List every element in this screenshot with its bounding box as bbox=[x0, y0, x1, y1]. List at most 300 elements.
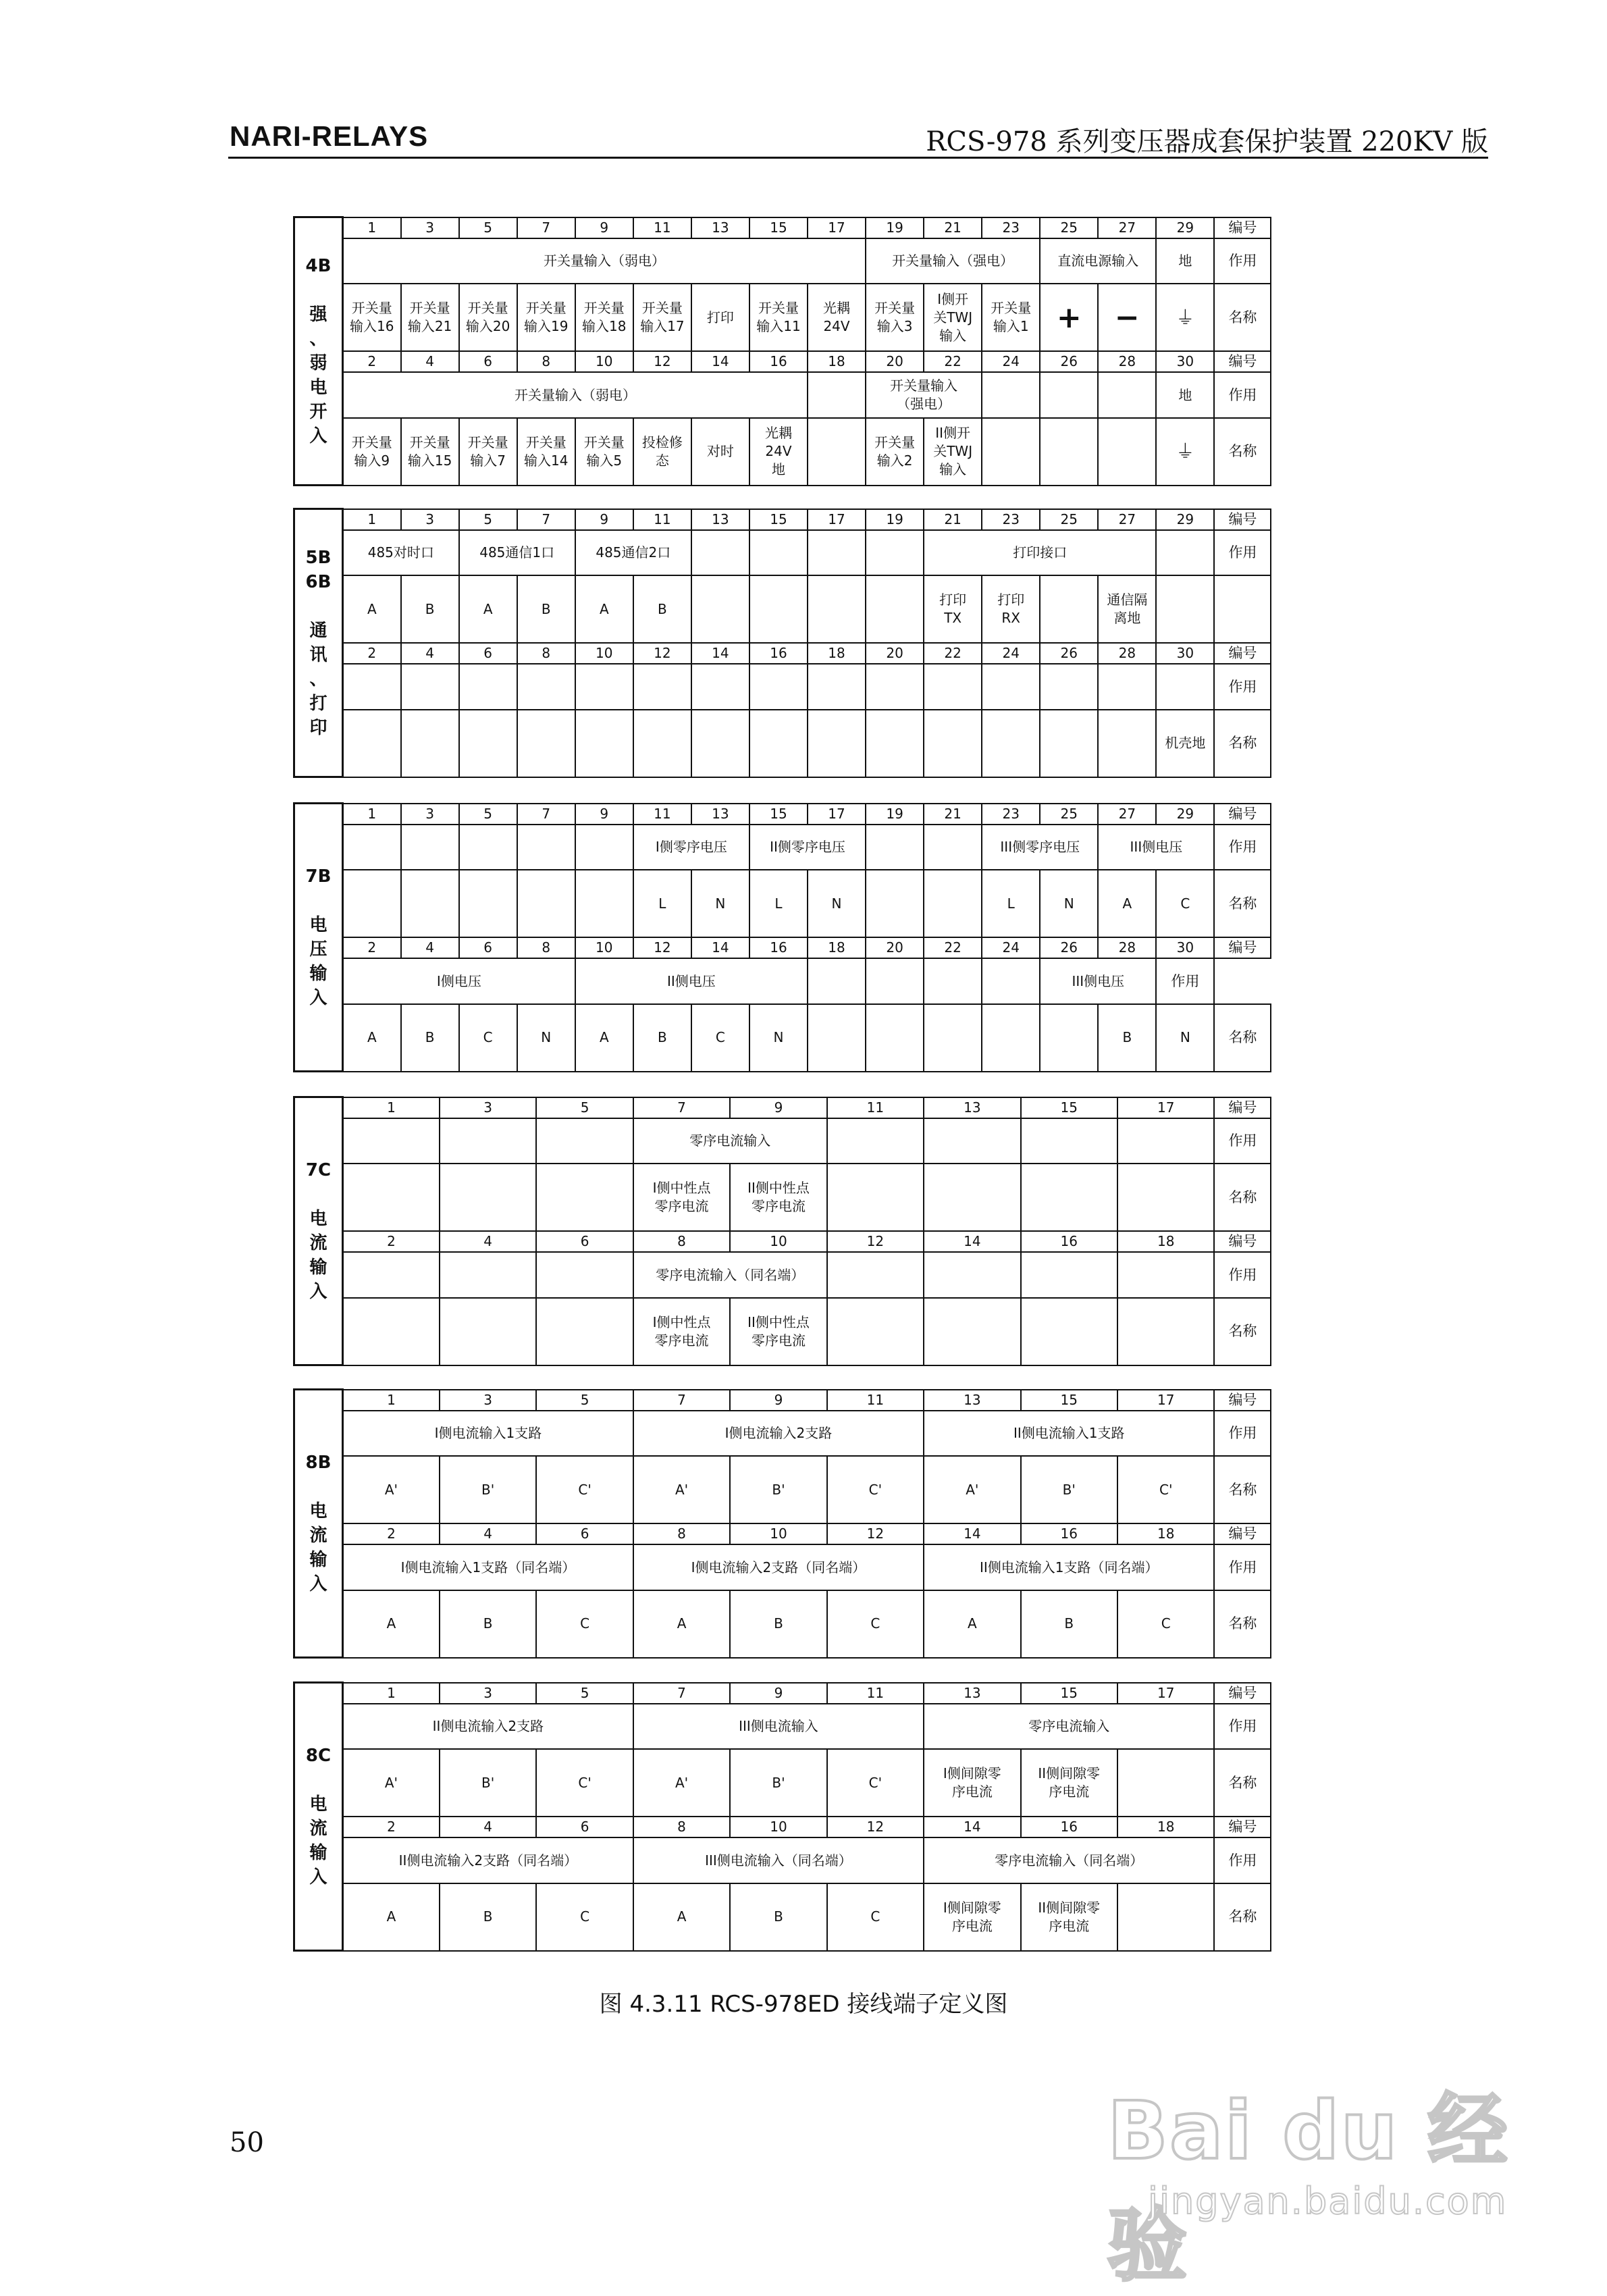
terminal-cell: 17 bbox=[1117, 1683, 1214, 1704]
terminal-cell: 19 bbox=[866, 804, 924, 825]
terminal-cell: + bbox=[1040, 284, 1098, 351]
terminal-cell bbox=[1117, 1883, 1214, 1951]
terminal-cell: 1 bbox=[343, 1683, 440, 1704]
terminal-row bbox=[294, 351, 1271, 372]
terminal-block-8c bbox=[293, 1681, 1270, 1952]
block-label: 7B 电 压 输 入 bbox=[294, 804, 343, 1072]
terminal-cell bbox=[827, 1298, 924, 1365]
terminal-cell bbox=[1117, 1118, 1214, 1164]
terminal-cell: 23 bbox=[982, 509, 1040, 530]
terminal-cell: 8 bbox=[633, 1231, 730, 1252]
document-title: RCS-978 系列变压器成套保护装置 220KV 版 bbox=[926, 126, 1488, 157]
row-type-label: 名称 bbox=[1214, 1298, 1271, 1365]
terminal-cell: 开关量 输入17 bbox=[633, 284, 691, 351]
terminal-cell: A' bbox=[343, 1456, 440, 1523]
terminal-table bbox=[293, 508, 1271, 778]
terminal-cell: C' bbox=[536, 1456, 633, 1523]
terminal-cell: 28 bbox=[1098, 351, 1156, 372]
terminal-cell: II侧中性点 零序电流 bbox=[730, 1298, 826, 1365]
terminal-cell bbox=[1156, 664, 1214, 709]
terminal-cell bbox=[808, 958, 866, 1003]
terminal-cell: 20 bbox=[866, 643, 924, 664]
terminal-cell: B bbox=[440, 1590, 536, 1658]
terminal-cell: 30 bbox=[1156, 351, 1214, 372]
terminal-cell: 12 bbox=[633, 351, 691, 372]
terminal-cell: 3 bbox=[440, 1097, 536, 1118]
terminal-cell: 6 bbox=[459, 643, 517, 664]
terminal-cell: 18 bbox=[1117, 1523, 1214, 1544]
terminal-cell: 开关量 输入14 bbox=[517, 418, 575, 486]
terminal-table bbox=[293, 1388, 1271, 1659]
row-type-label: 编号 bbox=[1214, 351, 1271, 372]
row-type-label: 作用 bbox=[1214, 530, 1271, 575]
terminal-cell: 开关量 输入21 bbox=[401, 284, 459, 351]
terminal-cell bbox=[924, 1004, 982, 1072]
terminal-cell: 3 bbox=[440, 1390, 536, 1411]
terminal-cell: 12 bbox=[827, 1231, 924, 1252]
terminal-cell: 7 bbox=[633, 1683, 730, 1704]
terminal-cell: C' bbox=[827, 1749, 924, 1817]
terminal-cell: C bbox=[827, 1590, 924, 1658]
terminal-cell: 11 bbox=[827, 1390, 924, 1411]
terminal-cell: 开关量 输入2 bbox=[866, 418, 924, 486]
terminal-cell: 零序电流输入（同名端） bbox=[924, 1837, 1214, 1883]
terminal-cell: 打印接口 bbox=[924, 530, 1156, 575]
terminal-cell bbox=[808, 372, 866, 417]
terminal-cell: 20 bbox=[866, 351, 924, 372]
terminal-cell bbox=[343, 870, 401, 937]
terminal-cell: B bbox=[401, 1004, 459, 1072]
terminal-cell: A bbox=[343, 1590, 440, 1658]
terminal-cell: 30 bbox=[1156, 643, 1214, 664]
terminal-cell bbox=[1021, 1118, 1117, 1164]
terminal-cell: C bbox=[1117, 1590, 1214, 1658]
terminal-cell bbox=[866, 870, 924, 937]
terminal-cell: 13 bbox=[691, 217, 749, 238]
row-type-label: 名称 bbox=[1214, 284, 1271, 351]
terminal-cell bbox=[1021, 1298, 1117, 1365]
terminal-cell: 开关量输入（强电） bbox=[866, 238, 1040, 284]
terminal-cell: 18 bbox=[1117, 1817, 1214, 1837]
terminal-cell: C' bbox=[536, 1749, 633, 1817]
terminal-cell: 485对时口 bbox=[343, 530, 459, 575]
terminal-row bbox=[294, 937, 1271, 958]
terminal-row bbox=[294, 958, 1271, 1003]
terminal-cell bbox=[343, 710, 401, 777]
terminal-cell: 机壳地 bbox=[1156, 710, 1214, 777]
terminal-cell: 开关量 输入3 bbox=[866, 284, 924, 351]
terminal-cell bbox=[808, 710, 866, 777]
terminal-cell: ⏚ bbox=[1156, 418, 1214, 486]
terminal-cell: A bbox=[633, 1590, 730, 1658]
terminal-cell: 5 bbox=[459, 804, 517, 825]
terminal-cell bbox=[517, 825, 575, 870]
terminal-cell: 1 bbox=[343, 509, 401, 530]
terminal-cell bbox=[827, 1164, 924, 1231]
terminal-cell: A bbox=[1098, 870, 1156, 937]
terminal-cell: 10 bbox=[575, 351, 633, 372]
terminal-row bbox=[294, 870, 1271, 937]
terminal-cell bbox=[343, 825, 401, 870]
terminal-cell: 11 bbox=[633, 804, 691, 825]
row-type-label: 作用 bbox=[1214, 1544, 1271, 1590]
row-type-label: 名称 bbox=[1214, 710, 1271, 777]
terminal-cell: I侧中性点 零序电流 bbox=[633, 1298, 730, 1365]
terminal-cell: 11 bbox=[827, 1097, 924, 1118]
terminal-cell: 29 bbox=[1156, 509, 1214, 530]
row-type-label: 作用 bbox=[1214, 238, 1271, 284]
terminal-table bbox=[293, 802, 1271, 1072]
row-type-label: 编号 bbox=[1214, 1390, 1271, 1411]
terminal-row bbox=[294, 1704, 1271, 1749]
terminal-cell bbox=[575, 825, 633, 870]
terminal-cell: 光耦 24V 地 bbox=[749, 418, 808, 486]
terminal-cell bbox=[575, 870, 633, 937]
terminal-cell: L bbox=[982, 870, 1040, 937]
terminal-cell bbox=[808, 418, 866, 486]
terminal-cell: I侧电压 bbox=[343, 958, 575, 1003]
terminal-cell: 5 bbox=[459, 509, 517, 530]
terminal-cell bbox=[866, 664, 924, 709]
terminal-cell: C bbox=[459, 1004, 517, 1072]
terminal-cell: 21 bbox=[924, 509, 982, 530]
terminal-cell: 12 bbox=[633, 643, 691, 664]
row-type-label: 编号 bbox=[1214, 643, 1271, 664]
terminal-row bbox=[294, 1590, 1271, 1658]
terminal-cell bbox=[401, 870, 459, 937]
terminal-cell: 开关量输入 （强电） bbox=[866, 372, 982, 417]
terminal-cell bbox=[343, 1118, 440, 1164]
terminal-cell bbox=[924, 1164, 1020, 1231]
row-type-label: 名称 bbox=[1214, 1749, 1271, 1817]
terminal-cell bbox=[1156, 575, 1214, 643]
terminal-cell: 9 bbox=[730, 1683, 826, 1704]
terminal-cell bbox=[924, 1118, 1020, 1164]
terminal-cell: 485通信1口 bbox=[459, 530, 575, 575]
terminal-cell: L bbox=[749, 870, 808, 937]
terminal-cell: 开关量 输入18 bbox=[575, 284, 633, 351]
terminal-cell: I侧开 关TWJ 输入 bbox=[924, 284, 982, 351]
terminal-cell: II侧中性点 零序电流 bbox=[730, 1164, 826, 1231]
terminal-cell bbox=[1021, 1252, 1117, 1297]
terminal-cell bbox=[1098, 372, 1156, 417]
terminal-row bbox=[294, 1164, 1271, 1231]
terminal-cell: A bbox=[343, 1004, 401, 1072]
terminal-cell bbox=[1156, 530, 1214, 575]
terminal-cell: 9 bbox=[575, 217, 633, 238]
terminal-row bbox=[294, 710, 1271, 777]
terminal-cell: 22 bbox=[924, 937, 982, 958]
terminal-cell: 光耦 24V bbox=[808, 284, 866, 351]
terminal-cell: 5 bbox=[536, 1683, 633, 1704]
terminal-cell: A bbox=[575, 1004, 633, 1072]
terminal-cell: II侧零序电压 bbox=[749, 825, 866, 870]
terminal-cell: 9 bbox=[575, 509, 633, 530]
watermark-url: jingyan.baidu.com bbox=[1148, 2180, 1508, 2222]
terminal-cell: 12 bbox=[827, 1817, 924, 1837]
row-type-label: 名称 bbox=[1214, 1004, 1271, 1072]
block-label: 8B 电 流 输 入 bbox=[294, 1390, 343, 1658]
terminal-cell bbox=[866, 1004, 924, 1072]
terminal-cell: C bbox=[536, 1883, 633, 1951]
row-type-label: 作用 bbox=[1214, 1411, 1271, 1456]
terminal-cell: B bbox=[730, 1590, 826, 1658]
terminal-cell bbox=[924, 958, 982, 1003]
terminal-cell: 25 bbox=[1040, 509, 1098, 530]
block-label: 4B 强 、 弱 电 开 入 bbox=[294, 217, 343, 486]
terminal-cell: III侧电流输入（同名端） bbox=[633, 1837, 924, 1883]
terminal-cell: 对时 bbox=[691, 418, 749, 486]
terminal-cell bbox=[1117, 1164, 1214, 1231]
terminal-cell: 开关量 输入20 bbox=[459, 284, 517, 351]
terminal-cell: 零序电流输入（同名端） bbox=[633, 1252, 827, 1297]
terminal-cell: 7 bbox=[517, 509, 575, 530]
terminal-cell: 开关量 输入11 bbox=[749, 284, 808, 351]
terminal-cell bbox=[536, 1252, 633, 1297]
terminal-block-8b bbox=[293, 1388, 1270, 1659]
terminal-cell: 9 bbox=[575, 804, 633, 825]
terminal-cell: 15 bbox=[749, 804, 808, 825]
terminal-row bbox=[294, 804, 1271, 825]
terminal-cell: 3 bbox=[440, 1683, 536, 1704]
terminal-cell: 13 bbox=[924, 1097, 1020, 1118]
terminal-cell: B' bbox=[440, 1456, 536, 1523]
terminal-cell: N bbox=[517, 1004, 575, 1072]
terminal-cell: 25 bbox=[1040, 804, 1098, 825]
terminal-cell: 4 bbox=[440, 1817, 536, 1837]
terminal-cell: 15 bbox=[749, 217, 808, 238]
terminal-cell bbox=[1098, 664, 1156, 709]
terminal-cell: 2 bbox=[343, 937, 401, 958]
row-type-label: 编号 bbox=[1214, 1231, 1271, 1252]
terminal-cell: 11 bbox=[633, 217, 691, 238]
terminal-cell bbox=[1040, 1004, 1098, 1072]
terminal-cell bbox=[575, 710, 633, 777]
terminal-cell: 12 bbox=[827, 1523, 924, 1544]
terminal-cell: N bbox=[691, 870, 749, 937]
terminal-cell: 21 bbox=[924, 217, 982, 238]
terminal-cell bbox=[1040, 418, 1098, 486]
row-type-label: 作用 bbox=[1214, 825, 1271, 870]
terminal-cell: C bbox=[536, 1590, 633, 1658]
terminal-cell: A bbox=[343, 575, 401, 643]
terminal-cell: 2 bbox=[343, 351, 401, 372]
terminal-cell: 3 bbox=[401, 217, 459, 238]
terminal-cell bbox=[808, 530, 866, 575]
terminal-cell: 485通信2口 bbox=[575, 530, 691, 575]
terminal-cell: A' bbox=[633, 1749, 730, 1817]
terminal-cell bbox=[343, 1164, 440, 1231]
terminal-row bbox=[294, 1883, 1271, 1951]
terminal-cell: 8 bbox=[517, 643, 575, 664]
terminal-cell: 25 bbox=[1040, 217, 1098, 238]
terminal-cell: 1 bbox=[343, 217, 401, 238]
terminal-row bbox=[294, 1837, 1271, 1883]
terminal-cell: 11 bbox=[827, 1683, 924, 1704]
terminal-block-4b bbox=[293, 216, 1270, 486]
terminal-cell: 开关量输入（弱电） bbox=[343, 238, 866, 284]
terminal-cell: I侧间隙零 序电流 bbox=[924, 1883, 1020, 1951]
terminal-cell bbox=[691, 575, 749, 643]
terminal-cell: II侧电流输入1支路（同名端） bbox=[924, 1544, 1214, 1590]
terminal-table bbox=[293, 1681, 1271, 1952]
terminal-cell bbox=[749, 664, 808, 709]
row-type-label: 编号 bbox=[1214, 1523, 1271, 1544]
terminal-row bbox=[294, 530, 1271, 575]
terminal-row bbox=[294, 664, 1271, 709]
terminal-cell bbox=[1098, 418, 1156, 486]
terminal-row bbox=[294, 1231, 1271, 1252]
terminal-cell: 24 bbox=[982, 643, 1040, 664]
terminal-cell bbox=[459, 664, 517, 709]
terminal-row bbox=[294, 1411, 1271, 1456]
terminal-cell bbox=[1021, 1164, 1117, 1231]
terminal-cell: 17 bbox=[808, 509, 866, 530]
terminal-cell bbox=[749, 710, 808, 777]
terminal-cell: 26 bbox=[1040, 937, 1098, 958]
terminal-cell bbox=[982, 710, 1040, 777]
terminal-cell: B bbox=[440, 1883, 536, 1951]
terminal-cell: 22 bbox=[924, 643, 982, 664]
terminal-row bbox=[294, 643, 1271, 664]
terminal-cell: B bbox=[401, 575, 459, 643]
terminal-cell: 直流电源输入 bbox=[1040, 238, 1156, 284]
row-type-label: 作用 bbox=[1214, 1252, 1271, 1297]
terminal-cell: II侧间隙零 序电流 bbox=[1021, 1883, 1117, 1951]
terminal-row bbox=[294, 238, 1271, 284]
terminal-row bbox=[294, 1523, 1271, 1544]
row-type-label: 名称 bbox=[1214, 1590, 1271, 1658]
terminal-cell: 15 bbox=[1021, 1390, 1117, 1411]
row-type-label: 编号 bbox=[1214, 217, 1271, 238]
terminal-cell bbox=[982, 664, 1040, 709]
terminal-cell: A bbox=[575, 575, 633, 643]
block-label: 5B 6B 通 讯 、 打 印 bbox=[294, 509, 343, 777]
terminal-cell: 17 bbox=[1117, 1097, 1214, 1118]
terminal-cell: 9 bbox=[730, 1097, 826, 1118]
terminal-cell: C bbox=[1156, 870, 1214, 937]
terminal-row bbox=[294, 1298, 1271, 1365]
terminal-cell bbox=[866, 958, 924, 1003]
terminal-cell: I侧电流输入2支路 bbox=[633, 1411, 924, 1456]
terminal-cell: A bbox=[633, 1883, 730, 1951]
terminal-cell bbox=[691, 530, 749, 575]
terminal-cell bbox=[1098, 710, 1156, 777]
terminal-cell: 8 bbox=[517, 937, 575, 958]
terminal-cell: 2 bbox=[343, 643, 401, 664]
terminal-cell: 10 bbox=[730, 1523, 826, 1544]
terminal-cell: 4 bbox=[440, 1523, 536, 1544]
terminal-cell bbox=[459, 870, 517, 937]
terminal-cell bbox=[1117, 1298, 1214, 1365]
terminal-cell: N bbox=[749, 1004, 808, 1072]
terminal-cell: 8 bbox=[633, 1817, 730, 1837]
terminal-cell: 13 bbox=[924, 1390, 1020, 1411]
terminal-cell: 16 bbox=[1021, 1523, 1117, 1544]
terminal-cell bbox=[401, 710, 459, 777]
terminal-cell: 27 bbox=[1098, 509, 1156, 530]
terminal-cell: 10 bbox=[730, 1817, 826, 1837]
terminal-cell: 13 bbox=[924, 1683, 1020, 1704]
terminal-cell bbox=[808, 575, 866, 643]
terminal-cell: 24 bbox=[982, 937, 1040, 958]
terminal-cell: 10 bbox=[730, 1231, 826, 1252]
terminal-cell: 20 bbox=[866, 937, 924, 958]
terminal-cell bbox=[827, 1118, 924, 1164]
terminal-cell bbox=[440, 1298, 536, 1365]
terminal-row bbox=[294, 1118, 1271, 1164]
terminal-cell: 26 bbox=[1040, 351, 1098, 372]
terminal-cell: N bbox=[1156, 1004, 1214, 1072]
terminal-cell: 14 bbox=[924, 1231, 1020, 1252]
row-type-label: 名称 bbox=[1214, 1164, 1271, 1231]
terminal-cell: 开关量 输入5 bbox=[575, 418, 633, 486]
terminal-cell: 4 bbox=[401, 643, 459, 664]
terminal-cell: 23 bbox=[982, 804, 1040, 825]
terminal-cell bbox=[924, 710, 982, 777]
terminal-cell bbox=[691, 664, 749, 709]
terminal-row bbox=[294, 1097, 1271, 1118]
terminal-cell: 1 bbox=[343, 1097, 440, 1118]
terminal-cell: 7 bbox=[517, 217, 575, 238]
terminal-cell: 18 bbox=[808, 937, 866, 958]
terminal-cell: 14 bbox=[924, 1523, 1020, 1544]
terminal-cell: 18 bbox=[808, 351, 866, 372]
row-type-label: 编号 bbox=[1214, 509, 1271, 530]
terminal-cell: 开关量 输入19 bbox=[517, 284, 575, 351]
terminal-cell: II侧间隙零 序电流 bbox=[1021, 1749, 1117, 1817]
terminal-cell bbox=[827, 1252, 924, 1297]
terminal-cell bbox=[749, 530, 808, 575]
terminal-cell: ⏚ bbox=[1156, 284, 1214, 351]
terminal-row bbox=[294, 1456, 1271, 1523]
block-label: 8C 电 流 输 入 bbox=[294, 1683, 343, 1951]
terminal-cell: 19 bbox=[866, 217, 924, 238]
block-label: 7C 电 流 输 入 bbox=[294, 1097, 343, 1365]
row-type-label: 作用 bbox=[1214, 1704, 1271, 1749]
row-type-label: 名称 bbox=[1214, 418, 1271, 486]
terminal-cell: C bbox=[691, 1004, 749, 1072]
row-type-label: 编号 bbox=[1214, 1683, 1271, 1704]
terminal-cell: 18 bbox=[808, 643, 866, 664]
terminal-cell bbox=[808, 664, 866, 709]
terminal-cell bbox=[536, 1164, 633, 1231]
row-type-label: 名称 bbox=[1214, 1456, 1271, 1523]
row-type-label: 作用 bbox=[1156, 958, 1214, 1003]
terminal-cell: 2 bbox=[343, 1523, 440, 1544]
terminal-cell: 4 bbox=[440, 1231, 536, 1252]
terminal-cell: B bbox=[633, 1004, 691, 1072]
terminal-cell: 2 bbox=[343, 1817, 440, 1837]
terminal-cell: 7 bbox=[633, 1390, 730, 1411]
terminal-cell: 3 bbox=[401, 804, 459, 825]
row-type-label: 名称 bbox=[1214, 870, 1271, 937]
terminal-cell bbox=[1040, 664, 1098, 709]
terminal-cell: 打印 bbox=[691, 284, 749, 351]
terminal-cell: 28 bbox=[1098, 643, 1156, 664]
terminal-block-7b bbox=[293, 802, 1270, 1072]
terminal-cell bbox=[749, 575, 808, 643]
terminal-cell: 10 bbox=[575, 643, 633, 664]
terminal-cell: I侧零序电压 bbox=[633, 825, 749, 870]
terminal-cell bbox=[924, 870, 982, 937]
row-type-label: 编号 bbox=[1214, 804, 1271, 825]
terminal-cell: III侧电压 bbox=[1040, 958, 1156, 1003]
terminal-cell: I侧中性点 零序电流 bbox=[633, 1164, 730, 1231]
terminal-cell: 14 bbox=[691, 937, 749, 958]
terminal-table bbox=[293, 1096, 1271, 1366]
terminal-block-7c bbox=[293, 1096, 1270, 1366]
